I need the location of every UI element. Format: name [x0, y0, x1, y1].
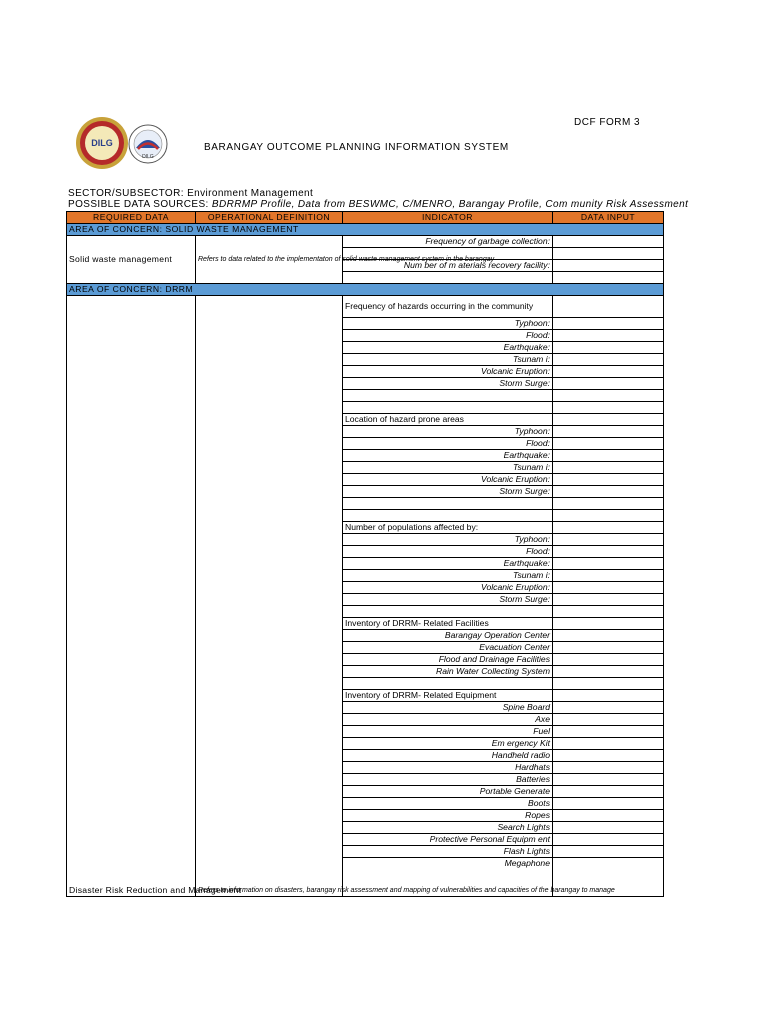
indicator-cell: Boots [343, 798, 553, 810]
indicator-cell: Evacuation Center [343, 642, 553, 654]
data-input-cell[interactable] [553, 570, 664, 582]
data-input-cell[interactable] [553, 582, 664, 594]
indicator-cell [343, 402, 553, 414]
data-input-cell[interactable] [553, 522, 664, 534]
indicator-cell: Volcanic Eruption: [343, 474, 553, 486]
data-input-cell[interactable] [553, 786, 664, 798]
logo-ring [80, 121, 124, 165]
indicator-cell: Flood: [343, 438, 553, 450]
indicator-cell: Frequency of hazards occurring in the community [343, 296, 553, 318]
sector-value: Environment Management [187, 188, 314, 199]
data-input-cell[interactable] [553, 272, 664, 284]
concern-row [67, 284, 664, 296]
indicator-cell: Spine Board [343, 702, 553, 714]
data-input-cell[interactable] [553, 462, 664, 474]
data-input-cell[interactable] [553, 714, 664, 726]
indicator-cell: Megaphone [343, 858, 553, 897]
indicator-row [67, 236, 664, 248]
indicator-cell [343, 606, 553, 618]
data-input-cell[interactable] [553, 354, 664, 366]
data-input-cell[interactable] [553, 426, 664, 438]
sources-line [68, 199, 688, 210]
indicator-cell: Location of hazard prone areas [343, 414, 553, 426]
indicator-cell: Typhoon: [343, 426, 553, 438]
data-input-cell[interactable] [553, 378, 664, 390]
data-input-cell[interactable] [553, 318, 664, 330]
indicator-cell: Portable Generate [343, 786, 553, 798]
data-input-cell[interactable] [553, 774, 664, 786]
data-input-cell[interactable] [553, 366, 664, 378]
indicator-cell: Frequency of garbage collection: [343, 236, 553, 248]
indicator-cell: Typhoon: [343, 534, 553, 546]
indicator-cell: Volcanic Eruption: [343, 582, 553, 594]
data-input-cell[interactable] [553, 834, 664, 846]
area-of-concern-drrm: AREA OF CONCERN: DRRM [67, 284, 664, 296]
data-input-cell[interactable] [553, 594, 664, 606]
indicator-cell [343, 510, 553, 522]
dilg-seal-logo [128, 124, 168, 164]
data-input-cell[interactable] [553, 762, 664, 774]
indicator-cell: Typhoon: [343, 318, 553, 330]
required-data-solid-waste: Solid waste management [67, 236, 196, 284]
operational-definition-drrm: Refers to information on disasters, barangay risk assessment and mapping of vulnerabilities and capacities of the barangay to manage [196, 296, 343, 897]
form-number: DCF FORM 3 [574, 117, 641, 128]
data-input-cell[interactable] [553, 630, 664, 642]
data-input-cell[interactable] [553, 498, 664, 510]
table-body [67, 212, 664, 897]
data-input-cell[interactable] [553, 402, 664, 414]
data-input-cell[interactable] [553, 510, 664, 522]
indicator-row [67, 296, 664, 318]
data-input-cell[interactable] [553, 486, 664, 498]
concern-row [67, 224, 664, 236]
data-input-cell[interactable] [553, 474, 664, 486]
col-required-data: REQUIRED DATA [67, 212, 196, 224]
system-title: BARANGAY OUTCOME PLANNING INFORMATION SYSTEM [204, 142, 509, 153]
indicator-cell: Handheld radio [343, 750, 553, 762]
data-input-cell[interactable] [553, 690, 664, 702]
sources-label: POSSIBLE DATA SOURCES: [68, 199, 209, 210]
data-input-cell[interactable] [553, 642, 664, 654]
sources-value: BDRRMP Profile, Data from BESWMC, C/MENRO, Barangay Profile, Com munity Risk Assessment [211, 199, 689, 210]
indicator-cell: Flood and Drainage Facilities [343, 654, 553, 666]
required-data-drrm: Disaster Risk Reduction and Management [67, 296, 196, 897]
indicator-cell: Num ber of m aterials recovery facility: [343, 260, 553, 272]
data-collection-table [66, 211, 664, 897]
indicator-cell: Number of populations affected by: [343, 522, 553, 534]
col-indicator: INDICATOR [343, 212, 553, 224]
data-input-cell[interactable] [553, 330, 664, 342]
indicator-cell [343, 390, 553, 402]
indicator-cell: Barangay Operation Center [343, 630, 553, 642]
data-input-cell[interactable] [553, 534, 664, 546]
data-input-cell[interactable] [553, 438, 664, 450]
data-input-cell[interactable] [553, 702, 664, 714]
indicator-cell: Inventory of DRRM- Related Facilities [343, 618, 553, 630]
data-input-cell[interactable] [553, 296, 664, 318]
data-input-cell[interactable] [553, 750, 664, 762]
sector-label: SECTOR/SUBSECTOR: [68, 188, 184, 199]
data-input-cell[interactable] [553, 606, 664, 618]
data-input-cell[interactable] [553, 798, 664, 810]
area-of-concern-solid-waste: AREA OF CONCERN: SOLID WASTE MANAGEMENT [67, 224, 664, 236]
indicator-cell: Flash Lights [343, 846, 553, 858]
indicator-cell [343, 272, 553, 284]
indicator-cell: Earthquake: [343, 558, 553, 570]
header-row [67, 212, 664, 224]
data-input-cell[interactable] [553, 248, 664, 260]
indicator-cell: Fuel [343, 726, 553, 738]
data-input-cell[interactable] [553, 450, 664, 462]
data-input-cell[interactable] [553, 846, 664, 858]
indicator-cell: Earthquake: [343, 342, 553, 354]
indicator-cell: Storm Surge: [343, 594, 553, 606]
indicator-cell [343, 498, 553, 510]
operational-definition-solid-waste: Refers to data related to the implementaton of solid waste management system in the barangay [196, 236, 343, 284]
indicator-cell: Storm Surge: [343, 378, 553, 390]
data-input-cell[interactable] [553, 236, 664, 248]
data-input-cell[interactable] [553, 678, 664, 690]
indicator-cell: Hardhats [343, 762, 553, 774]
data-input-cell[interactable] [553, 618, 664, 630]
data-input-cell[interactable] [553, 810, 664, 822]
data-input-cell[interactable] [553, 414, 664, 426]
col-operational-definition: OPERATIONAL DEFINITION [196, 212, 343, 224]
data-input-cell[interactable] [553, 390, 664, 402]
data-input-cell[interactable] [553, 654, 664, 666]
data-input-cell[interactable] [553, 726, 664, 738]
indicator-cell: Protective Personal Equipm ent [343, 834, 553, 846]
indicator-cell: Storm Surge: [343, 486, 553, 498]
dilg-logo [76, 117, 128, 169]
logo-text: DILG [85, 126, 119, 160]
indicator-cell: Search Lights [343, 822, 553, 834]
indicator-cell: Volcanic Eruption: [343, 366, 553, 378]
data-input-cell[interactable] [553, 342, 664, 354]
indicator-cell: Flood: [343, 546, 553, 558]
sector-line [68, 188, 313, 199]
indicator-cell: Axe [343, 714, 553, 726]
data-input-cell[interactable] [553, 666, 664, 678]
data-input-cell[interactable] [553, 558, 664, 570]
data-input-cell[interactable] [553, 260, 664, 272]
indicator-cell: Tsunam i: [343, 354, 553, 366]
data-input-cell[interactable] [553, 546, 664, 558]
indicator-cell [343, 678, 553, 690]
seal-text: DILG [142, 154, 154, 160]
indicator-cell: Inventory of DRRM- Related Equipment [343, 690, 553, 702]
indicator-cell: Tsunam i: [343, 570, 553, 582]
indicator-cell: Em ergency Kit [343, 738, 553, 750]
indicator-cell: Tsunam i: [343, 462, 553, 474]
data-input-cell[interactable] [553, 738, 664, 750]
data-input-cell[interactable] [553, 822, 664, 834]
col-data-input: DATA INPUT [553, 212, 664, 224]
indicator-cell: Flood: [343, 330, 553, 342]
indicator-cell: Rain Water Collecting System [343, 666, 553, 678]
indicator-cell: Ropes [343, 810, 553, 822]
indicator-cell: Earthquake: [343, 450, 553, 462]
indicator-cell: Batteries [343, 774, 553, 786]
